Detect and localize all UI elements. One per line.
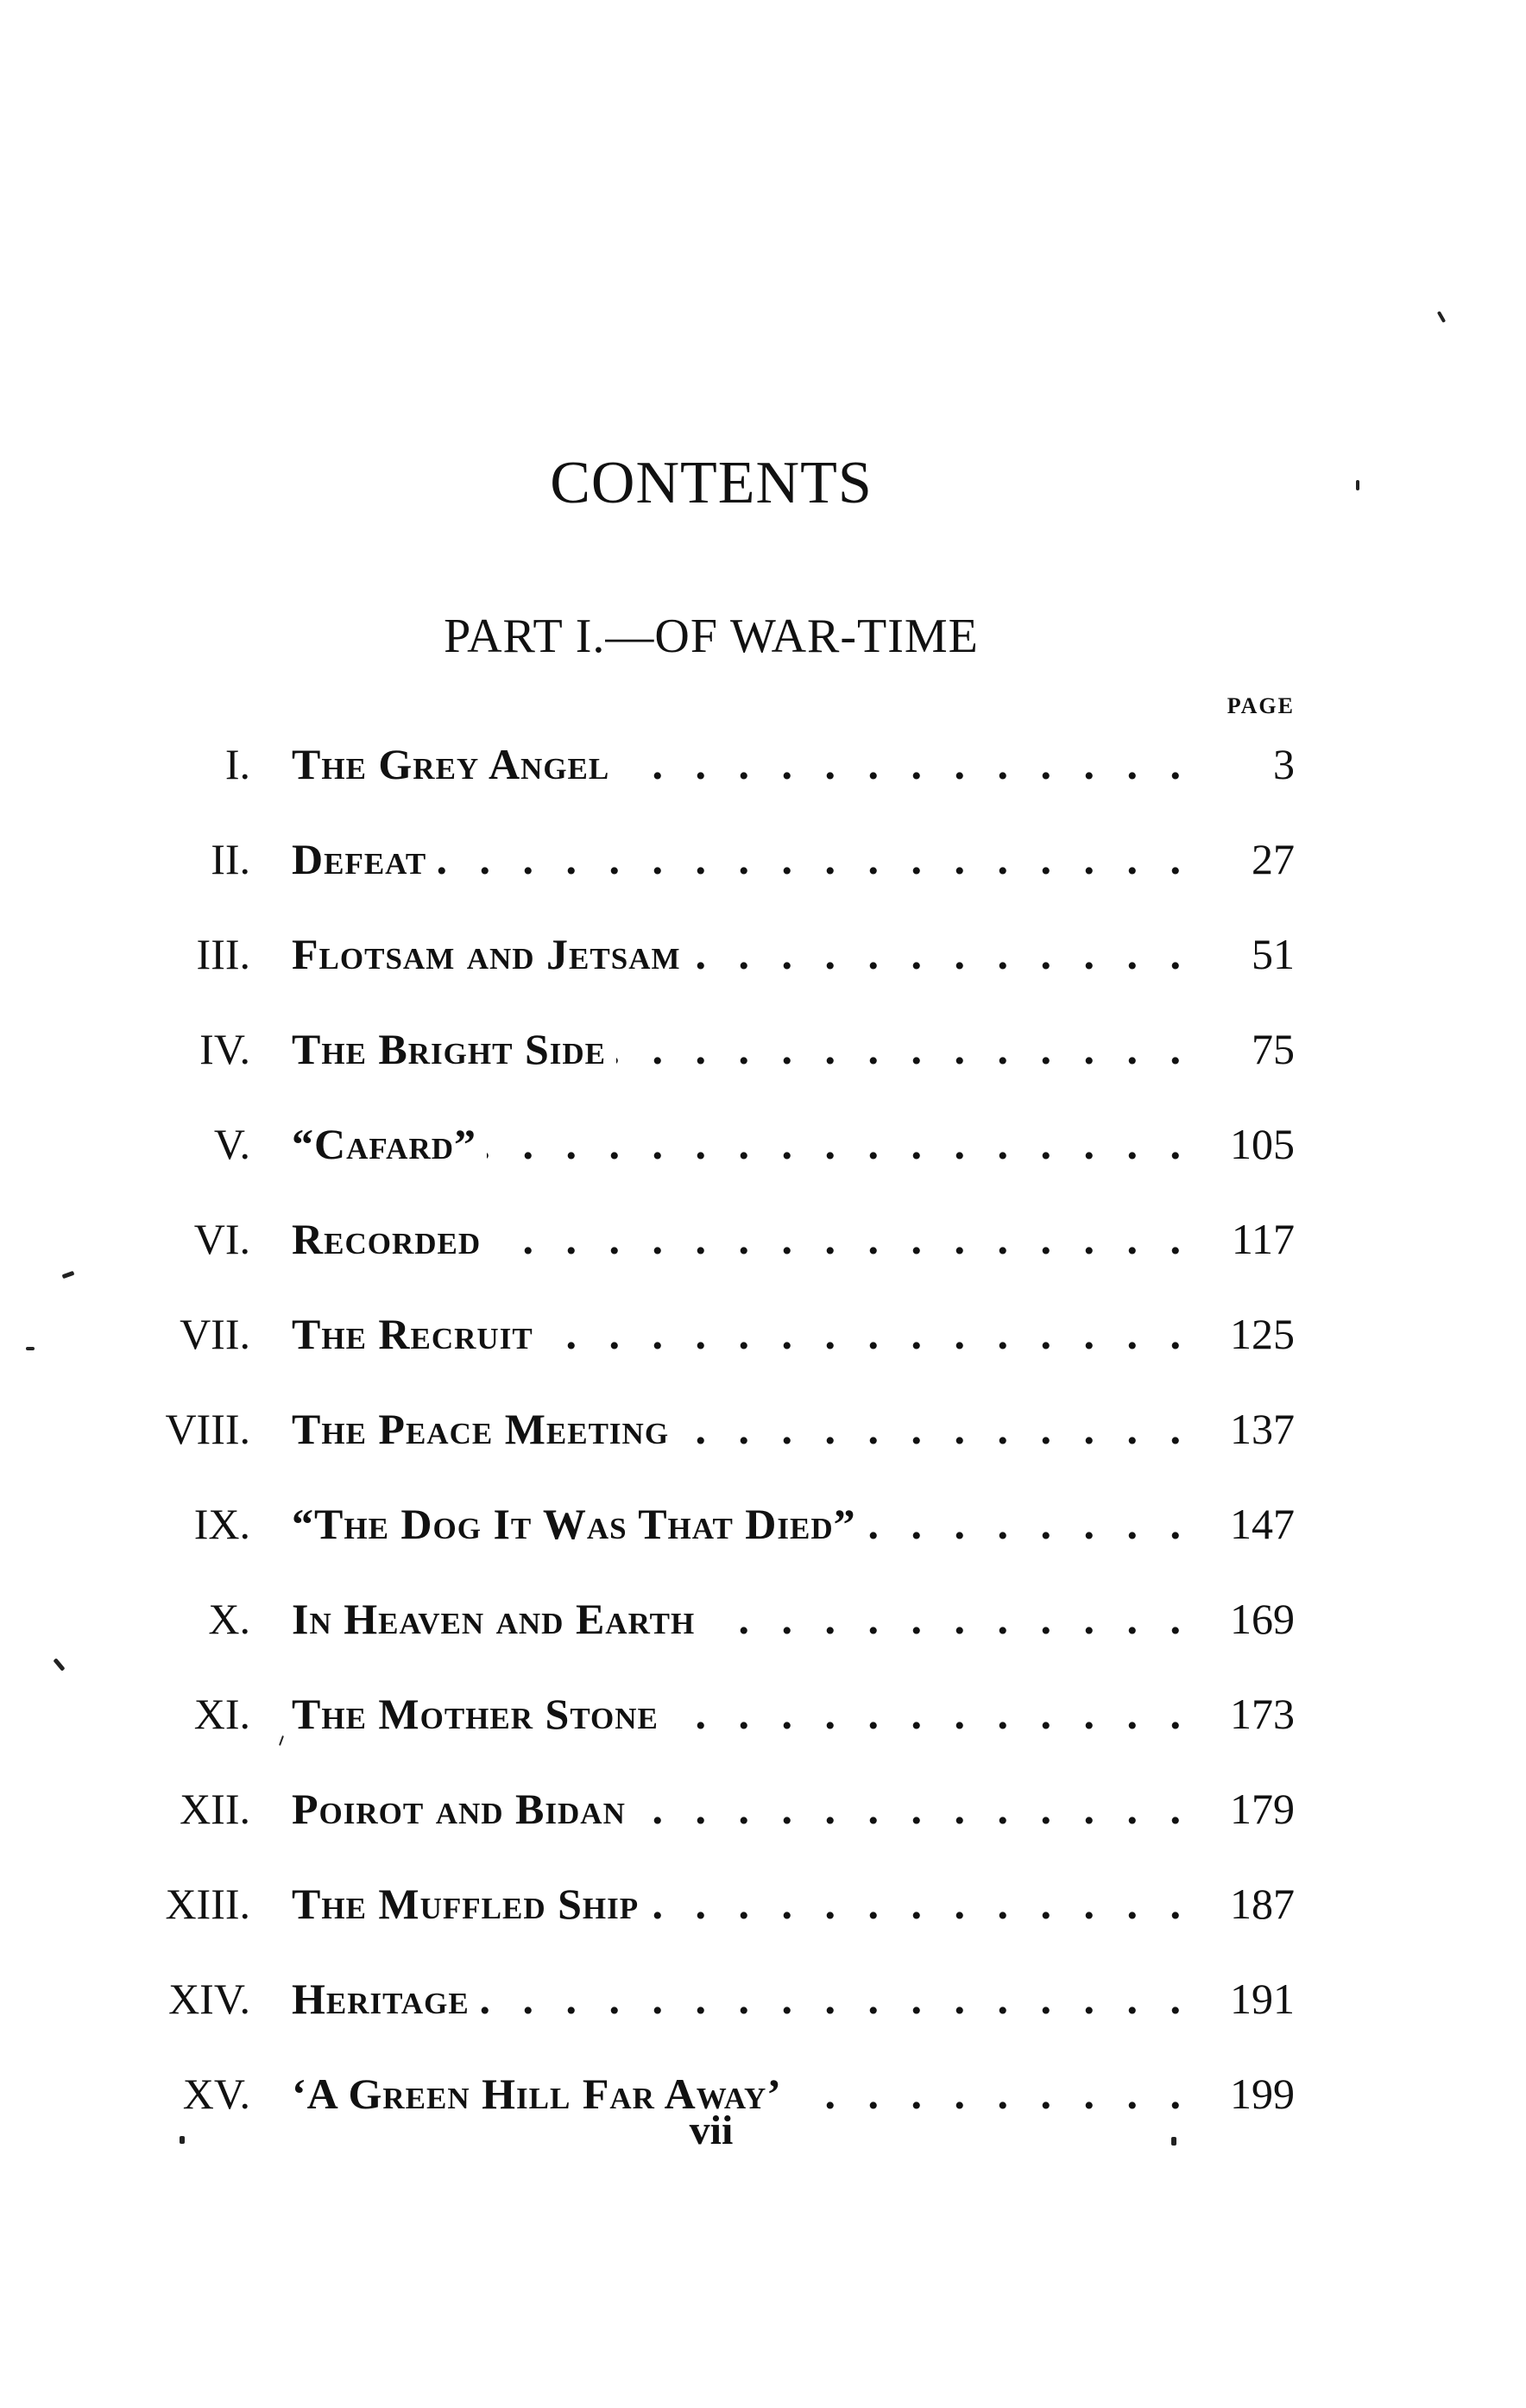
chapter-number: XIII. bbox=[165, 1880, 250, 1928]
page-number: 169 bbox=[1230, 1595, 1295, 1643]
scan-speck bbox=[1171, 2137, 1176, 2146]
toc-entry[interactable] bbox=[129, 1476, 1295, 1571]
page-column-label: PAGE bbox=[1226, 693, 1295, 718]
scan-speck bbox=[62, 1271, 75, 1279]
toc-entry[interactable] bbox=[129, 1856, 1295, 1951]
scan-speck bbox=[1356, 480, 1359, 490]
chapter-title: The Bright Side bbox=[292, 1025, 607, 1073]
page-number: 187 bbox=[1230, 1880, 1295, 1928]
dot-leader bbox=[679, 1381, 1181, 1476]
dot-leader bbox=[705, 1571, 1181, 1666]
dot-leader bbox=[691, 907, 1181, 1002]
toc-entry[interactable] bbox=[129, 1097, 1295, 1191]
scan-speck bbox=[180, 2136, 185, 2144]
page-title: CONTENTS bbox=[550, 450, 873, 516]
page-number: 75 bbox=[1252, 1025, 1295, 1073]
chapter-number: XV. bbox=[182, 2070, 250, 2118]
toc-entry[interactable] bbox=[129, 812, 1295, 907]
chapter-title: The Grey Angel bbox=[292, 740, 610, 788]
chapter-title: Flotsam and Jetsam bbox=[292, 930, 681, 978]
page-number: 137 bbox=[1230, 1405, 1295, 1453]
chapter-title: ‘A Green Hill Far Away’ bbox=[292, 2070, 782, 2118]
dot-leader bbox=[636, 1761, 1181, 1856]
toc-entry[interactable] bbox=[129, 907, 1295, 1002]
dot-leader bbox=[867, 1476, 1181, 1571]
page-number: 125 bbox=[1230, 1310, 1295, 1358]
toc-entry[interactable] bbox=[129, 1381, 1295, 1476]
dot-leader bbox=[649, 1856, 1181, 1951]
chapter-title: “Cafard” bbox=[292, 1120, 476, 1168]
chapter-title: In Heaven and Earth bbox=[292, 1595, 696, 1643]
chapter-title: “The Dog It Was That Died” bbox=[292, 1500, 856, 1548]
chapter-number: I. bbox=[224, 740, 250, 788]
page-number: 179 bbox=[1230, 1785, 1295, 1833]
page-number: 105 bbox=[1230, 1120, 1295, 1168]
toc-entry[interactable] bbox=[129, 1666, 1295, 1761]
chapter-title: The Recruit bbox=[292, 1310, 533, 1358]
chapter-number: III. bbox=[196, 930, 250, 978]
dot-leader bbox=[620, 717, 1181, 812]
dot-leader bbox=[669, 1666, 1181, 1761]
chapter-number: X. bbox=[208, 1595, 250, 1643]
toc-entry[interactable] bbox=[129, 1191, 1295, 1286]
dot-leader bbox=[480, 1951, 1181, 2046]
part-title: PART I.—OF WAR-TIME bbox=[444, 610, 979, 663]
chapter-title: Poirot and Bidan bbox=[292, 1785, 626, 1833]
chapter-number: VII. bbox=[180, 1310, 250, 1358]
chapter-number: IX. bbox=[193, 1500, 250, 1548]
chapter-title: Recorded bbox=[292, 1215, 482, 1263]
chapter-title: Heritage bbox=[292, 1975, 470, 2023]
dot-leader bbox=[437, 812, 1181, 907]
chapter-number: VI. bbox=[193, 1215, 250, 1263]
toc-entry[interactable] bbox=[129, 717, 1295, 812]
dot-leader bbox=[487, 1097, 1181, 1191]
page-number: 191 bbox=[1230, 1975, 1295, 2023]
page-number: 199 bbox=[1230, 2070, 1295, 2118]
dot-leader bbox=[544, 1286, 1181, 1381]
page-number: 51 bbox=[1252, 930, 1295, 978]
table-of-contents bbox=[129, 717, 1295, 2141]
chapter-title: The Peace Meeting bbox=[292, 1405, 670, 1453]
scan-speck bbox=[53, 1658, 65, 1671]
chapter-number: XII. bbox=[180, 1785, 250, 1833]
page-folio: vii bbox=[689, 2108, 734, 2153]
dot-leader bbox=[616, 1002, 1181, 1097]
page-number: 117 bbox=[1231, 1215, 1295, 1263]
scan-speck bbox=[26, 1347, 35, 1350]
chapter-title: The Muffled Ship bbox=[292, 1880, 640, 1928]
toc-entry[interactable] bbox=[129, 1761, 1295, 1856]
toc-entry[interactable] bbox=[129, 1571, 1295, 1666]
toc-entry[interactable] bbox=[129, 1002, 1295, 1097]
chapter-number: XI. bbox=[193, 1690, 250, 1738]
chapter-number: V. bbox=[213, 1120, 250, 1168]
chapter-title: Defeat bbox=[292, 835, 427, 883]
scan-speck bbox=[1437, 311, 1446, 323]
dot-leader bbox=[491, 1191, 1181, 1286]
page-number: 147 bbox=[1230, 1500, 1295, 1548]
chapter-number: XIV. bbox=[168, 1975, 250, 2023]
chapter-title: The Mother Stone bbox=[292, 1690, 659, 1738]
page-number: 173 bbox=[1230, 1690, 1295, 1738]
toc-entry[interactable] bbox=[129, 1286, 1295, 1381]
page-number: 27 bbox=[1252, 835, 1295, 883]
chapter-number: II. bbox=[211, 835, 250, 883]
toc-entry[interactable] bbox=[129, 1951, 1295, 2046]
page-number: 3 bbox=[1273, 740, 1295, 788]
chapter-number: IV. bbox=[199, 1025, 250, 1073]
chapter-number: VIII. bbox=[165, 1405, 250, 1453]
